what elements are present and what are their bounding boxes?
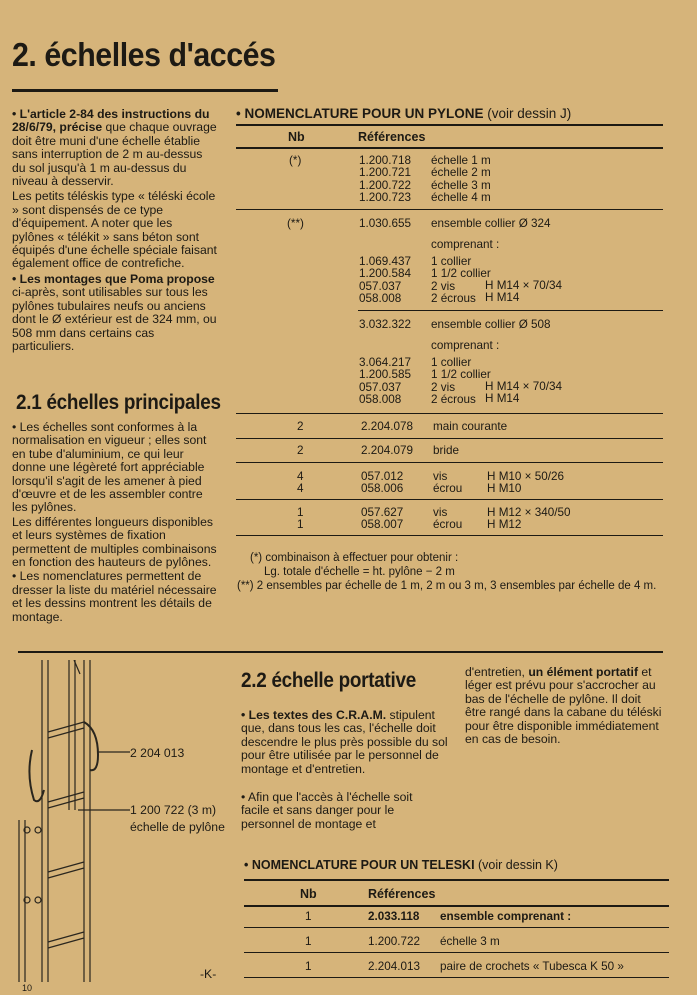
nb-group xyxy=(297,471,304,496)
ref-cell: 2.204.013 xyxy=(368,960,420,973)
item-group xyxy=(433,471,462,496)
nb-cell: 1 xyxy=(305,910,312,923)
footnote-double-star: (**) 2 ensembles par échelle de 1 m, 2 m ou 3 m, 3 ensembles par échelle de 4 m. xyxy=(237,580,657,592)
nb-cell: 2 xyxy=(297,420,304,433)
ref-cell: 058.006 xyxy=(361,482,404,496)
item-cell: 2 vis xyxy=(431,279,456,293)
ref-group-collier-508 xyxy=(359,357,411,407)
desc-cell: main courante xyxy=(433,420,508,433)
spec-group xyxy=(487,471,564,496)
col-header-references: Références xyxy=(358,130,426,144)
desc-cell: échelle 3 m xyxy=(440,935,500,948)
paragraph-cram xyxy=(241,709,449,776)
title-underline xyxy=(12,89,278,92)
ref-cell: 1.200.718 xyxy=(359,154,411,167)
ref-cell: 3.064.217 xyxy=(359,356,411,369)
nomenclature-teleski-heading xyxy=(244,858,558,872)
nb-cell: 1 xyxy=(305,935,312,948)
col-header-references: Références xyxy=(368,887,436,901)
ref-cell: 1.200.721 xyxy=(359,166,411,180)
instructions-text: que chaque ouvrage doit être muni d'une échelle établie sans interruption de 2 m au-dessus du sol jusqu'à 1 m au-dessus du niveau à desservir. xyxy=(12,120,217,189)
ref-group xyxy=(361,471,403,496)
table-top-rule xyxy=(244,879,669,881)
paragraph-nomenclatures: • Les nomenclatures permettent de dresser la liste du matériel nécessaire et les dessins montrent les détails de montage. xyxy=(12,569,217,624)
desc-cell: bride xyxy=(433,444,459,457)
ref-cell: 3.032.322 xyxy=(359,318,411,331)
spec-cell: H M14 × 70/34 xyxy=(485,279,562,292)
desc-cell: paire de crochets « Tubesca K 50 » xyxy=(440,960,624,973)
ref-cell: 1.030.655 xyxy=(359,217,411,230)
table-row-rule xyxy=(236,209,663,210)
paragraph-normalisation: • Les échelles sont conformes à la normalisation en vigueur ; elles sont en tube d'aluminium, ce qui leur donne une légèreté fort appréciable lorsqu'il s'agit de les amener à pied d'œuvre et de les assembler contre les pylônes. xyxy=(12,420,207,515)
section-divider xyxy=(18,651,663,653)
table-row-rule xyxy=(358,310,663,311)
page-title: 2. échelles d'accés xyxy=(12,36,276,73)
nb-cell: 1 xyxy=(297,506,304,519)
item-cell: 2 écrous xyxy=(431,393,476,407)
paragraph-acces: • Afin que l'accès à l'échelle soit facile et sans danger pour le personnel de montage et xyxy=(241,790,413,831)
nb-cell: 1 xyxy=(297,518,304,532)
ref-cell: 2.033.118 xyxy=(368,910,420,923)
desc-cell: échelle 2 m xyxy=(431,166,491,180)
table-top-rule xyxy=(236,124,663,126)
table-row-rule xyxy=(236,499,663,500)
ref-group-collier-324 xyxy=(359,256,411,306)
paragraph-portatif xyxy=(465,666,665,746)
desc-cell: échelle 4 m xyxy=(431,191,491,205)
table-row-rule xyxy=(236,413,663,414)
nomenclature-pylone-title: • NOMENCLATURE POUR UN PYLONE xyxy=(236,106,484,121)
footnote-star-formula: Lg. totale d'échelle = ht. pylône − 2 m xyxy=(264,566,455,578)
ref-group xyxy=(361,507,403,532)
cram-lead: • Les textes des C.R.A.M. xyxy=(241,708,387,722)
figure-marker: -K- xyxy=(200,967,217,981)
ref-cell: 2.204.078 xyxy=(361,420,413,433)
portatif-lead: un élément portatif xyxy=(528,665,639,679)
spec-group xyxy=(487,507,571,532)
section-title-2-1: 2.1 échelles principales xyxy=(16,391,221,414)
paragraph-teleski-ecole: Les petits téléskis type « téléski école » sont dispensés de ce type d'équipement. A noter que les pylônes « télékit » sans béton sont équipés d'une échelle spéciale faisant également office de contrefiche. xyxy=(12,189,217,271)
nb-cell: 1 xyxy=(305,960,312,973)
figure-label-reference: 1 200 722 (3 m) xyxy=(130,803,217,817)
ref-cell: 058.008 xyxy=(359,393,402,407)
nb-cell: (*) xyxy=(289,154,302,167)
nb-cell: 2 xyxy=(297,444,304,457)
item-cell: 1 collier xyxy=(431,356,472,369)
instructions-lead: • L'article 2-84 des instructions du 28/6/79, précise xyxy=(12,107,210,135)
paragraph-longueurs: Les différentes longueurs disponibles et leurs systèmes de fixation permettent de multiples combinaisons en fonction des hauteurs de pylônes. xyxy=(12,514,217,570)
ref-cell: 1.069.437 xyxy=(359,255,411,268)
ref-cell: 057.627 xyxy=(361,506,404,519)
ref-cell: 1.200.585 xyxy=(359,368,411,382)
item-cell: 1 collier xyxy=(431,255,472,268)
item-cell: 2 écrous xyxy=(431,292,476,306)
table-header-rule xyxy=(236,147,663,149)
spec-cell: H M12 xyxy=(487,518,522,532)
spec-cell: H M14 xyxy=(485,291,520,305)
nb-cell: (**) xyxy=(287,217,304,230)
desc-cell: ensemble collier Ø 324 xyxy=(431,217,551,230)
portatif-pre: d'entretien, xyxy=(465,665,529,679)
comprenant-label: comprenant : xyxy=(431,238,500,251)
left-column xyxy=(12,108,217,359)
portatif-text: et léger est prévu pour s'accrocher au bas de l'échelle de pylône. Il doit être rangé dans la cabane du téléski pour être disponible immédiatement en cas de besoin. xyxy=(465,665,662,747)
desc-group-echelles xyxy=(431,155,491,205)
nomenclature-teleski-title: • NOMENCLATURE POUR UN TELESKI xyxy=(244,858,475,872)
ref-cell: 057.037 xyxy=(359,380,402,394)
spec-cell: H M14 xyxy=(485,392,520,406)
spec-cell: H M10 × 50/26 xyxy=(487,470,564,483)
cram-text: stipulent que, dans tous les cas, l'échelle doit descendre le plus près possible du sol pour être utilisée par le personnel de montage et d'entretien. xyxy=(241,708,448,776)
specs-collier-508 xyxy=(485,381,562,406)
table-bottom-rule xyxy=(236,535,663,536)
item-group xyxy=(433,507,462,532)
items-collier-508 xyxy=(431,357,491,407)
ref-cell: 2.204.079 xyxy=(361,444,413,457)
spec-cell: H M12 × 340/50 xyxy=(487,506,571,519)
table-row-rule xyxy=(236,462,663,463)
table-row-rule xyxy=(244,927,669,928)
desc-cell: ensemble comprenant : xyxy=(440,910,572,923)
spec-cell: H M10 xyxy=(487,482,522,496)
item-cell: écrou xyxy=(433,482,463,496)
table-bottom-rule xyxy=(244,977,669,978)
figure-label-crochets: 2 204 013 xyxy=(130,746,185,760)
montages-lead: • Les montages que Poma propose xyxy=(12,271,215,286)
ref-cell: 1.200.722 xyxy=(368,935,420,948)
nomenclature-pylone-note: (voir dessin J) xyxy=(483,106,572,121)
paragraph-instructions xyxy=(12,108,217,188)
footnote-star: (*) combinaison à effectuer pour obtenir : xyxy=(250,552,459,564)
ref-cell: 058.008 xyxy=(359,292,402,306)
spec-cell: H M14 × 70/34 xyxy=(485,380,562,393)
ref-cell: 1.200.722 xyxy=(359,178,411,192)
left-column-2-1 xyxy=(12,421,217,624)
col-header-nb: Nb xyxy=(300,887,317,901)
nomenclature-teleski-note: (voir dessin K) xyxy=(474,858,558,872)
items-collier-324 xyxy=(431,256,491,306)
section-title-2-2: 2.2 échelle portative xyxy=(241,669,417,692)
figure-label-echelle: échelle de pylône xyxy=(130,820,225,834)
nomenclature-pylone-heading xyxy=(236,106,571,121)
ref-cell: 1.200.723 xyxy=(359,191,411,205)
desc-cell: échelle 3 m xyxy=(431,178,491,192)
table-row-rule xyxy=(236,438,663,439)
item-cell: 1 1/2 collier xyxy=(431,267,491,281)
comprenant-label: comprenant : xyxy=(431,339,500,352)
ref-cell: 1.200.584 xyxy=(359,267,411,281)
item-cell: 2 vis xyxy=(431,380,456,394)
table-header-rule xyxy=(244,905,669,907)
item-cell: écrou xyxy=(433,518,463,532)
col-header-nb: Nb xyxy=(288,130,305,144)
montages-text: ci-après, sont utilisables sur tous les pylônes tubulaires neufs ou anciens dont le Ø extérieur est de 324 mm, ou 508 mm dans certains cas particuliers. xyxy=(12,285,217,353)
ref-group-echelles xyxy=(359,155,411,205)
paragraph-montages xyxy=(12,273,217,353)
item-cell: vis xyxy=(433,470,448,483)
ref-cell: 057.037 xyxy=(359,279,402,293)
item-cell: vis xyxy=(433,506,448,519)
nb-cell: 4 xyxy=(297,470,304,483)
desc-cell: ensemble collier Ø 508 xyxy=(431,318,551,331)
ref-cell: 058.007 xyxy=(361,518,404,532)
desc-cell: échelle 1 m xyxy=(431,154,491,167)
item-cell: 1 1/2 collier xyxy=(431,368,491,382)
page-number: 10 xyxy=(22,983,33,993)
ref-cell: 057.012 xyxy=(361,470,404,483)
table-row-rule xyxy=(244,952,669,953)
nb-cell: 4 xyxy=(297,482,304,496)
specs-collier-324 xyxy=(485,280,562,305)
nb-group xyxy=(297,507,304,532)
